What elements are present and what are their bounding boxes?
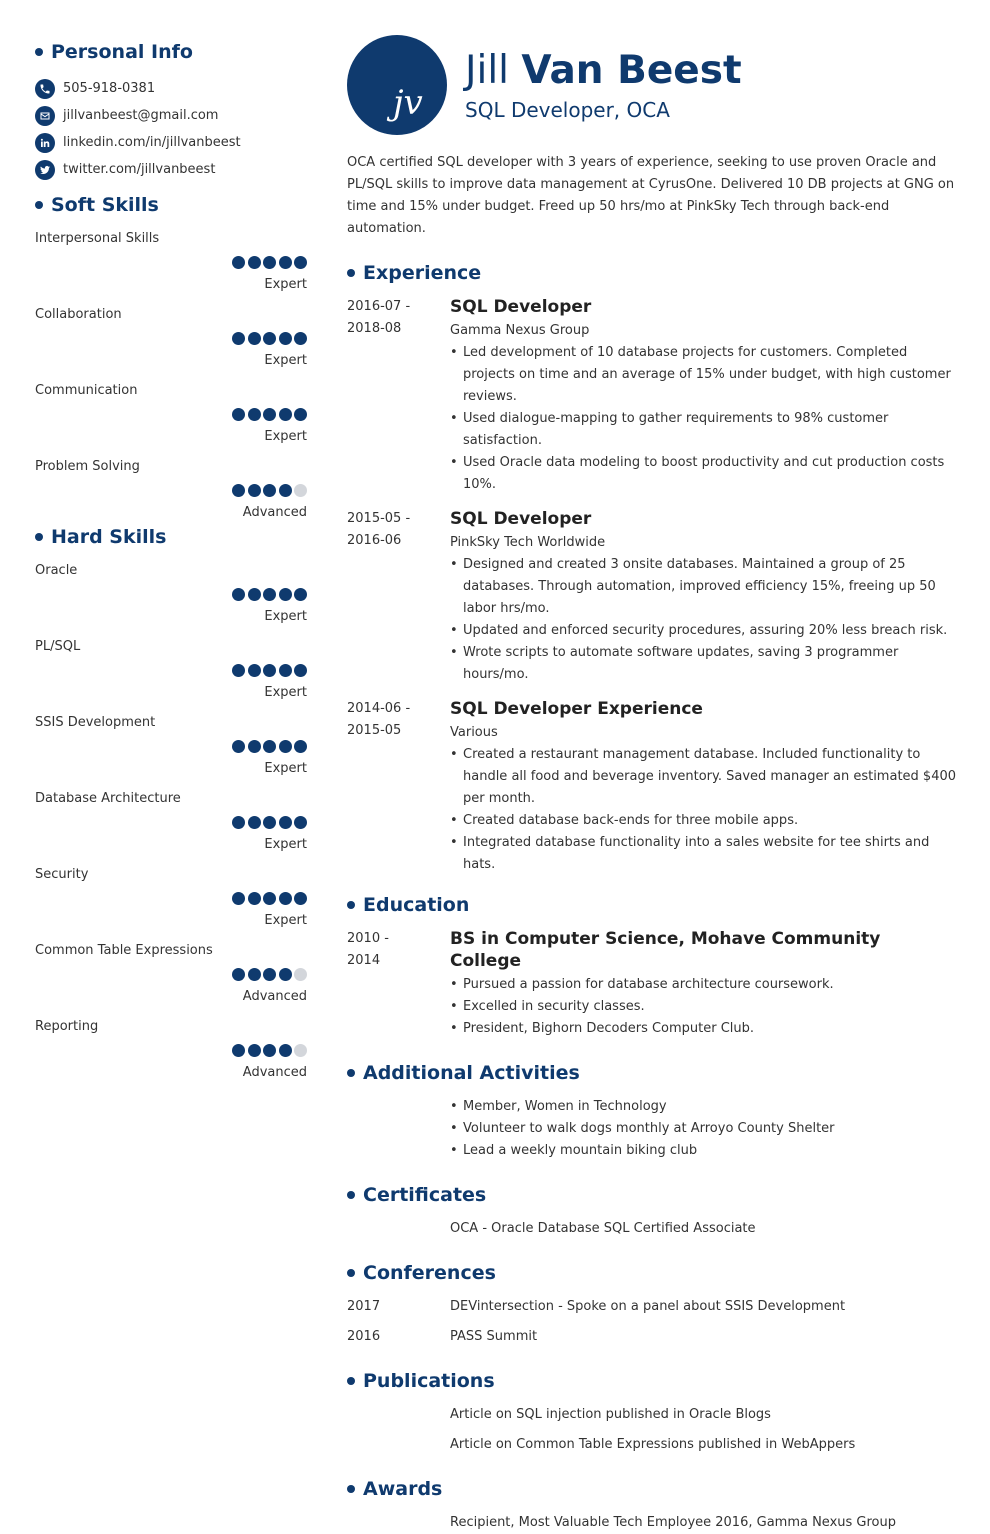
- item-year: [347, 1512, 450, 1534]
- education-entry: [347, 928, 957, 1040]
- skill-item: [35, 561, 307, 637]
- education-body: [450, 928, 957, 1040]
- job-role: SQL Developer: [450, 509, 592, 529]
- bullet-item: • Led development of 10 database projects for customers. Completed projects on time and an average of 15% under budget, with high customer reviews.: [450, 342, 957, 408]
- rating-dot-filled: [232, 588, 245, 601]
- rating-dot-empty: [294, 968, 307, 981]
- education-heading: [347, 890, 957, 920]
- education-degree: BS in Computer Science, Mohave Community College: [450, 929, 881, 971]
- rating-dot-filled: [294, 332, 307, 345]
- experience-body: [450, 296, 957, 496]
- job-role: SQL Developer: [450, 297, 592, 317]
- rating-dot-filled: [263, 740, 276, 753]
- bullet-item: • Volunteer to walk dogs monthly at Arroyo County Shelter: [450, 1118, 957, 1140]
- item-text: Recipient, Most Valuable Tech Employee 2016, Gamma Nexus Group: [450, 1515, 896, 1530]
- skill-item: [35, 789, 307, 865]
- education-section: [347, 890, 957, 1040]
- experience-title: Experience: [363, 262, 482, 284]
- rating-dot-filled: [279, 332, 292, 345]
- rating-dot-filled: [232, 408, 245, 421]
- bullet-item: • Used Oracle data modeling to boost productivity and cut production costs 10%.: [450, 452, 957, 496]
- soft-skills-list: [35, 229, 307, 533]
- skill-rating: [230, 664, 308, 677]
- email-icon: [35, 106, 55, 126]
- soft-skills-heading: [35, 191, 307, 219]
- personal-info-title: Personal Info: [51, 41, 193, 63]
- rating-dot-filled: [263, 664, 276, 677]
- job-title: SQL Developer, OCA: [465, 98, 670, 122]
- experience-bullets: [450, 342, 957, 496]
- rating-dot-filled: [248, 740, 261, 753]
- certificates-heading: [347, 1180, 957, 1210]
- bullet-item: • Member, Women in Technology: [450, 1096, 957, 1118]
- experience-entry: [347, 296, 957, 496]
- skill-rating: [230, 408, 308, 421]
- skill-item: [35, 941, 307, 1017]
- rating-dot-filled: [279, 892, 292, 905]
- bullet-item: • Wrote scripts to automate software updates, saving 3 programmer hours/mo.: [450, 642, 957, 686]
- skill-level: Expert: [264, 913, 307, 928]
- skill-level: Advanced: [242, 1065, 307, 1080]
- item-text: DEVintersection - Spoke on a panel about SSIS Development: [450, 1299, 846, 1314]
- rating-dot-filled: [279, 740, 292, 753]
- bullet-item: • Integrated database functionality into a sales website for tee shirts and hats.: [450, 832, 957, 876]
- skill-rating: [230, 256, 308, 269]
- education-title: Education: [363, 894, 470, 916]
- company-name: PinkSky Tech Worldwide: [450, 535, 606, 550]
- rating-dot-filled: [279, 664, 292, 677]
- company-name: Various: [450, 725, 498, 740]
- skill-name: Common Table Expressions: [35, 943, 213, 958]
- rating-dot-filled: [294, 588, 307, 601]
- bullet-dot: [347, 1377, 355, 1385]
- education-bullets: [450, 974, 957, 1040]
- rating-dot-filled: [248, 968, 261, 981]
- skill-item: [35, 457, 307, 533]
- experience-bullets: [450, 554, 957, 686]
- rating-dot-filled: [248, 408, 261, 421]
- resume-header: [347, 34, 957, 136]
- activities-bullets: [450, 1096, 957, 1162]
- rating-dot-filled: [263, 968, 276, 981]
- bullet-item: • Lead a weekly mountain biking club: [450, 1140, 957, 1162]
- rating-dot-filled: [294, 816, 307, 829]
- rating-dot-filled: [248, 484, 261, 497]
- date-start: 2016-07 -: [347, 299, 411, 314]
- rating-dot-filled: [279, 816, 292, 829]
- experience-entry: [347, 698, 957, 876]
- skill-rating: [230, 968, 308, 981]
- bullet-dot: [347, 269, 355, 277]
- skill-name: Communication: [35, 383, 138, 398]
- item-text: PASS Summit: [450, 1329, 538, 1344]
- rating-dot-filled: [263, 816, 276, 829]
- experience-entry: [347, 508, 957, 686]
- awards-title: Awards: [363, 1478, 443, 1500]
- date-end: 2015-05: [347, 723, 402, 738]
- awards-list: [347, 1512, 957, 1534]
- experience-bullets: [450, 744, 957, 876]
- item-year: [347, 1218, 450, 1240]
- skill-rating: [230, 332, 308, 345]
- skill-level: Advanced: [242, 505, 307, 520]
- rating-dot-filled: [294, 408, 307, 421]
- skill-name: SSIS Development: [35, 715, 156, 730]
- twitter-text: twitter.com/jillvanbeest: [63, 162, 216, 177]
- bullet-item: • President, Bighorn Decoders Computer Club.: [450, 1018, 957, 1040]
- item-text: OCA - Oracle Database SQL Certified Associate: [450, 1221, 756, 1236]
- skill-item: [35, 637, 307, 713]
- monogram-avatar: [347, 35, 447, 135]
- skill-name: PL/SQL: [35, 639, 81, 654]
- skill-rating: [230, 740, 308, 753]
- experience-heading: [347, 258, 957, 288]
- publications-list: [347, 1404, 957, 1456]
- summary-paragraph: OCA certified SQL developer with 3 years of experience, seeking to use proven Oracle and PL/SQL skills to improve data management at CyrusOne. Delivered 10 DB projects at GNG on time and 15% under budget. Freed up 50 hrs/mo at PinkSky Tech through back-end automation.: [347, 155, 955, 236]
- linkedin-icon: [35, 133, 55, 153]
- item-text: Article on SQL injection published in Oracle Blogs: [450, 1407, 771, 1422]
- rating-dot-filled: [263, 332, 276, 345]
- rating-dot-filled: [279, 484, 292, 497]
- experience-body: [450, 698, 957, 876]
- skill-name: Reporting: [35, 1019, 99, 1034]
- personal-info-heading: [35, 38, 307, 66]
- rating-dot-filled: [248, 332, 261, 345]
- certificates-section: [347, 1180, 957, 1240]
- skill-name: Problem Solving: [35, 459, 140, 474]
- skill-level: Expert: [264, 277, 307, 292]
- company-name: Gamma Nexus Group: [450, 323, 590, 338]
- rating-dot-filled: [279, 588, 292, 601]
- item-year: 2016: [347, 1329, 381, 1344]
- skill-level: Expert: [264, 429, 307, 444]
- date-start: 2015-05 -: [347, 511, 411, 526]
- education-date-end: 2014: [347, 953, 381, 968]
- bullet-dot: [347, 1485, 355, 1493]
- activities-section: [347, 1058, 957, 1162]
- rating-dot-filled: [263, 588, 276, 601]
- date-start: 2014-06 -: [347, 701, 411, 716]
- skill-rating: [230, 588, 308, 601]
- skill-level: Expert: [264, 353, 307, 368]
- bullet-dot: [347, 1269, 355, 1277]
- awards-section: [347, 1474, 957, 1534]
- last-name: Van Beest: [521, 48, 742, 93]
- rating-dot-filled: [294, 664, 307, 677]
- item-year: [347, 1434, 450, 1456]
- item-text: Article on Common Table Expressions published in WebAppers: [450, 1437, 856, 1452]
- conferences-item: [347, 1296, 957, 1318]
- skill-rating: [230, 484, 308, 497]
- conferences-item: [347, 1326, 957, 1348]
- skill-level: Expert: [264, 609, 307, 624]
- skill-level: Expert: [264, 761, 307, 776]
- publications-item: [347, 1434, 957, 1456]
- certificates-title: Certificates: [363, 1184, 487, 1206]
- skill-item: [35, 713, 307, 789]
- rating-dot-filled: [279, 968, 292, 981]
- activities-title: Additional Activities: [363, 1062, 580, 1084]
- skill-rating: [230, 1044, 308, 1057]
- rating-dot-filled: [232, 968, 245, 981]
- activities-heading: [347, 1058, 957, 1088]
- contact-phone[interactable]: [35, 75, 307, 102]
- rating-dot-filled: [248, 892, 261, 905]
- skill-item: [35, 865, 307, 941]
- conferences-section: [347, 1258, 957, 1348]
- skill-level: Expert: [264, 837, 307, 852]
- bullet-dot: [347, 901, 355, 909]
- certificates-item: [347, 1218, 957, 1240]
- rating-dot-empty: [294, 1044, 307, 1057]
- publications-item: [347, 1404, 957, 1426]
- activities-date-spacer: [347, 1096, 450, 1162]
- experience-list: [347, 296, 957, 876]
- activities-entry: [347, 1096, 957, 1162]
- left-column: [35, 38, 307, 1093]
- experience-body: [450, 508, 957, 686]
- skill-name: Database Architecture: [35, 791, 181, 806]
- awards-item: [347, 1512, 957, 1534]
- rating-dot-filled: [232, 484, 245, 497]
- rating-dot-filled: [232, 740, 245, 753]
- contact-linkedin[interactable]: [35, 129, 307, 156]
- education-date-start: 2010 -: [347, 931, 389, 946]
- skill-name: Collaboration: [35, 307, 122, 322]
- certificates-list: [347, 1218, 957, 1240]
- bullet-item: • Created a restaurant management database. Included functionality to handle all food and beverage inventory. Saved manager an estimated $400 per month.: [450, 744, 957, 810]
- publications-title: Publications: [363, 1370, 495, 1392]
- right-column: [347, 34, 957, 1534]
- rating-dot-filled: [248, 816, 261, 829]
- publications-section: [347, 1366, 957, 1456]
- rating-dot-filled: [248, 588, 261, 601]
- phone-icon: [35, 79, 55, 99]
- linkedin-text: linkedin.com/in/jillvanbeest: [63, 135, 241, 150]
- hard-skills-title: Hard Skills: [51, 526, 167, 548]
- rating-dot-filled: [232, 892, 245, 905]
- twitter-icon: [35, 160, 55, 180]
- rating-dot-filled: [279, 408, 292, 421]
- publications-heading: [347, 1366, 957, 1396]
- rating-dot-filled: [232, 256, 245, 269]
- name-block: [465, 48, 742, 122]
- date-end: 2018-08: [347, 321, 402, 336]
- bullet-dot: [347, 1069, 355, 1077]
- rating-dot-empty: [294, 484, 307, 497]
- item-year: [347, 1404, 450, 1426]
- job-role: SQL Developer Experience: [450, 699, 703, 719]
- experience-date: [347, 508, 450, 686]
- skill-item: [35, 381, 307, 457]
- skill-level: Expert: [264, 685, 307, 700]
- bullet-item: • Excelled in security classes.: [450, 996, 957, 1018]
- rating-dot-filled: [263, 256, 276, 269]
- education-date: [347, 928, 450, 1040]
- email-text: jillvanbeest@gmail.com: [63, 108, 219, 123]
- contact-list: [35, 75, 307, 183]
- rating-dot-filled: [232, 664, 245, 677]
- skill-name: Interpersonal Skills: [35, 231, 160, 246]
- rating-dot-filled: [294, 256, 307, 269]
- rating-dot-filled: [248, 1044, 261, 1057]
- conferences-list: [347, 1296, 957, 1348]
- rating-dot-filled: [248, 664, 261, 677]
- bullet-item: • Pursued a passion for database architecture coursework.: [450, 974, 957, 996]
- contact-email[interactable]: [35, 102, 307, 129]
- full-name: [465, 48, 742, 94]
- bullet-dot: [347, 1191, 355, 1199]
- experience-section: [347, 258, 957, 876]
- skill-rating: [230, 816, 308, 829]
- skill-item: [35, 229, 307, 305]
- rating-dot-filled: [294, 892, 307, 905]
- phone-text: 505-918-0381: [63, 81, 156, 96]
- monogram-text: jv: [393, 83, 423, 123]
- conferences-heading: [347, 1258, 957, 1288]
- experience-date: [347, 698, 450, 876]
- bullet-item: • Used dialogue-mapping to gather requirements to 98% customer satisfaction.: [450, 408, 957, 452]
- item-year: 2017: [347, 1299, 381, 1314]
- skill-item: [35, 1017, 307, 1093]
- skill-name: Security: [35, 867, 89, 882]
- bullet-item: • Created database back-ends for three mobile apps.: [450, 810, 957, 832]
- rating-dot-filled: [232, 816, 245, 829]
- experience-date: [347, 296, 450, 496]
- awards-heading: [347, 1474, 957, 1504]
- rating-dot-filled: [248, 256, 261, 269]
- first-name: Jill: [465, 48, 510, 93]
- rating-dot-filled: [294, 740, 307, 753]
- bullet-item: • Updated and enforced security procedures, assuring 20% less breach risk.: [450, 620, 957, 642]
- rating-dot-filled: [263, 1044, 276, 1057]
- bullet-dot: [35, 201, 43, 209]
- skill-name: Oracle: [35, 563, 78, 578]
- date-end: 2016-06: [347, 533, 402, 548]
- rating-dot-filled: [232, 1044, 245, 1057]
- rating-dot-filled: [279, 256, 292, 269]
- soft-skills-title: Soft Skills: [51, 194, 159, 216]
- rating-dot-filled: [232, 332, 245, 345]
- conferences-title: Conferences: [363, 1262, 496, 1284]
- bullet-item: • Designed and created 3 onsite databases. Maintained a group of 25 databases. Through automation, improved efficiency 15%, freeing up 50 labor hrs/mo.: [450, 554, 957, 620]
- rating-dot-filled: [263, 892, 276, 905]
- bullet-dot: [35, 533, 43, 541]
- skill-rating: [230, 892, 308, 905]
- contact-twitter[interactable]: [35, 156, 307, 183]
- rating-dot-filled: [279, 1044, 292, 1057]
- skill-level: Advanced: [242, 989, 307, 1004]
- skill-item: [35, 305, 307, 381]
- bullet-dot: [35, 48, 43, 56]
- hard-skills-list: [35, 561, 307, 1093]
- rating-dot-filled: [263, 484, 276, 497]
- rating-dot-filled: [263, 408, 276, 421]
